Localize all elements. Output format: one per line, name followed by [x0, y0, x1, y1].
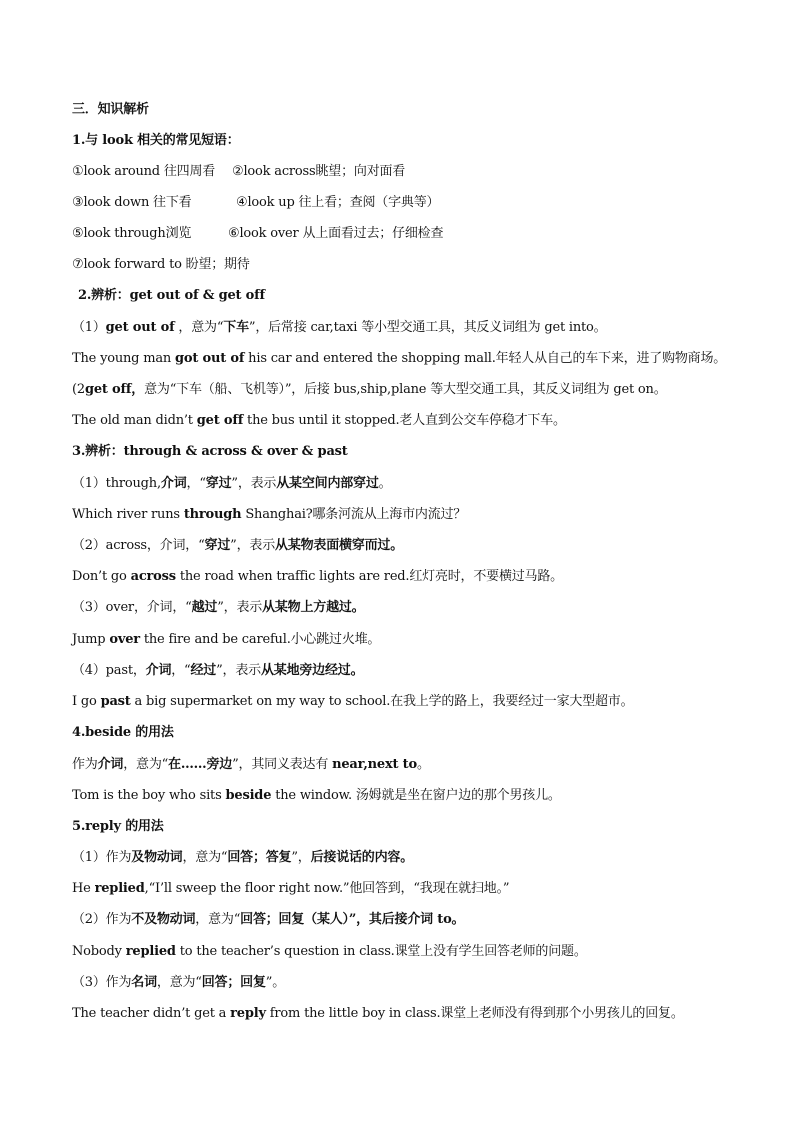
- s4-heading: 4.beside 的用法: [72, 725, 174, 740]
- s1-row1: [72, 164, 405, 180]
- s3-point1: （1）through,介词，“穿过”，表示从某空间内部穿过。: [72, 476, 392, 491]
- s5-example1: He replied,“I’ll sweep the floor right now.”他回答到，“我现在就扫地。”: [72, 881, 510, 896]
- s3-example1: Which river runs through Shanghai?哪条河流从上海市内流过？: [72, 507, 467, 522]
- s3-point4: （4）past，介词，“经过”，表示从某地旁边经过。: [72, 663, 364, 678]
- s3-example3: Jump over the fire and be careful.小心跳过火堆。: [72, 632, 381, 647]
- s4-example1: Tom is the boy who sits beside the window. 汤姆就是坐在窗户边的那个男孩儿。: [72, 788, 561, 803]
- s1-row3: [72, 226, 443, 242]
- s3-example4: I go past a big supermarket on my way to school.在我上学的路上，我要经过一家大型超市。: [72, 694, 634, 709]
- s5-point3: （3）作为名词，意为“回答；回复”。: [72, 975, 286, 990]
- phrase-1: ①look around 往四周看: [72, 164, 216, 179]
- s1-heading: 1.与 look 相关的常见短语：: [72, 133, 240, 148]
- s4-point1: 作为介词，意为“在……旁边”，其同义表达有 near,next to。: [72, 757, 430, 772]
- phrase-3: ③look down 往下看: [72, 195, 192, 210]
- s5-point2: （2）作为不及物动词，意为“回答；回复（某人）”，其后接介词 to。: [72, 912, 465, 927]
- phrase-4: ④look up 往上看；查阅（字典等）: [236, 195, 440, 210]
- phrase-2: ②look across眺望；向对面看: [232, 164, 406, 179]
- phrase-6: ⑥look over 从上面看过去；仔细检查: [228, 226, 444, 241]
- section-title: 三．知识解析: [72, 102, 149, 117]
- s5-example2: Nobody replied to the teacher’s question in class.课堂上没有学生回答老师的问题。: [72, 944, 587, 959]
- s2-example2: The old man didn’t get off the bus until it stopped.老人直到公交车停稳才下车。: [72, 413, 566, 428]
- s2-point1: （1）get out of ，意为“下车”，后常接 car,taxi 等小型交通工具，其反义词组为 get into。: [72, 320, 607, 335]
- phrase-5: ⑤look through浏览: [72, 226, 192, 241]
- phrase-7: ⑦look forward to 盼望；期待: [72, 257, 250, 272]
- s2-example1: The young man got out of his car and entered the shopping mall.年轻人从自己的车下来，进了购物商场。: [72, 351, 727, 366]
- s2-heading: 2.辨析：get out of & get off: [78, 288, 265, 303]
- s2-point2: (2get off，意为“下车（船、飞机等）”，后接 bus,ship,plane 等大型交通工具，其反义词组为 get on。: [72, 382, 667, 397]
- s3-point2: （2）across，介词，“穿过”，表示从某物表面横穿而过。: [72, 538, 404, 553]
- s3-example2: Don’t go across the road when traffic lights are red.红灯亮时，不要横过马路。: [72, 569, 563, 584]
- s3-point3: （3）over，介词，“越过”，表示从某物上方越过。: [72, 600, 365, 615]
- s3-heading: 3.辨析：through & across & over & past: [72, 444, 348, 459]
- s5-point1: （1）作为及物动词，意为“回答；答复”，后接说话的内容。: [72, 850, 414, 865]
- s5-heading: 5.reply 的用法: [72, 819, 164, 834]
- s5-example3: The teacher didn’t get a reply from the little boy in class.课堂上老师没有得到那个小男孩儿的回复。: [72, 1006, 684, 1021]
- s1-row4: [72, 257, 250, 273]
- s1-row2: [72, 195, 439, 211]
